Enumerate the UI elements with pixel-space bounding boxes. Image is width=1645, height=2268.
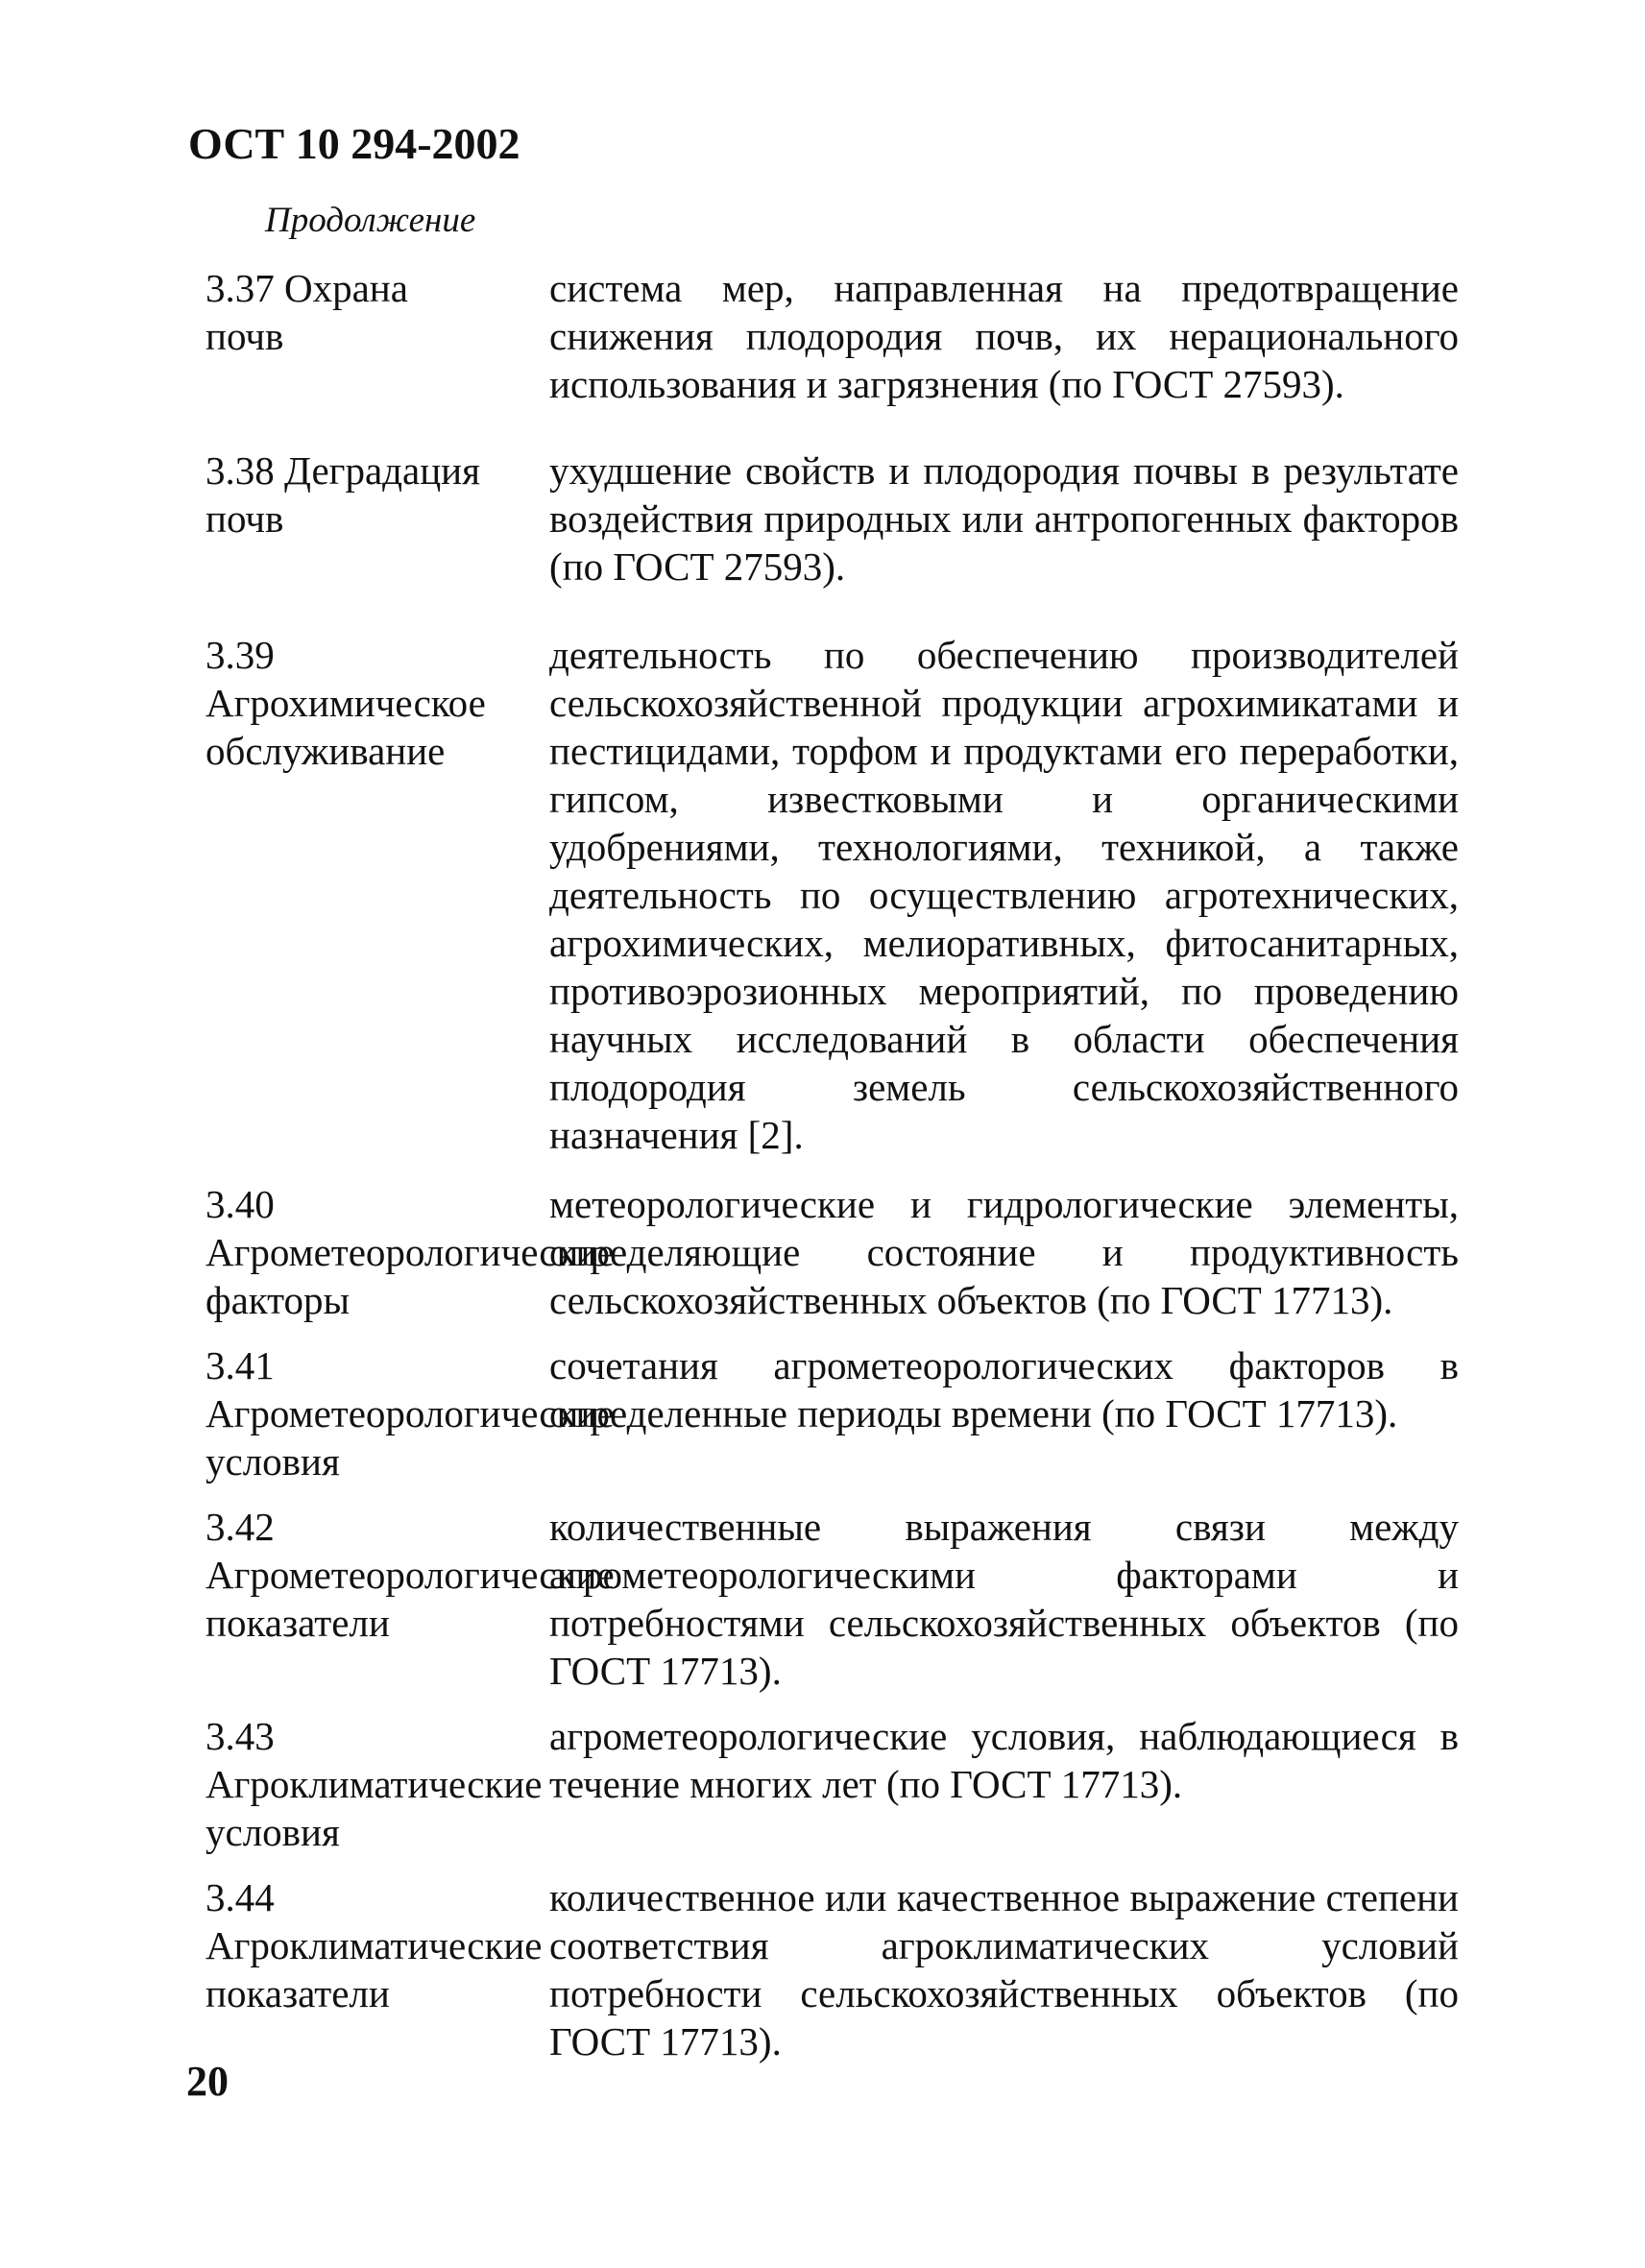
term-definition: сочетания агрометеорологических факторов в определенные периоды времени (по ГОСТ 17713). [549, 1343, 1459, 1436]
page-number: 20 [186, 2058, 229, 2105]
term-label: 3.37 Охрана почв [206, 266, 408, 358]
term-entry [206, 1341, 1459, 1485]
term-list [206, 264, 1459, 2065]
term-definition: ухудшение свойств и плодородия почвы в результате воздействия природных или антропогенных факторов (по ГОСТ 27593). [549, 448, 1459, 589]
term-entry [206, 1712, 1459, 1856]
term-label: 3.43 Агроклиматические условия [206, 1714, 543, 1854]
continuation-label: Продолжение [265, 201, 476, 240]
term-entry [206, 1873, 1459, 2065]
term-label: 3.42 Агрометеорологические показатели [206, 1505, 615, 1645]
term-label: 3.38 Деградация почв [206, 448, 480, 541]
term-entry [206, 264, 1459, 408]
term-label: 3.44 Агроклиматические показатели [206, 1875, 543, 2015]
term-definition: метеорологические и гидрологические элементы, определяющие состояние и продуктивность сельскохозяйственных объектов (по ГОСТ 17713). [549, 1182, 1459, 1322]
term-label: 3.39 Агрохимическое обслуживание [206, 633, 486, 773]
term-label: 3.41 Агрометеорологические условия [206, 1343, 615, 1484]
term-definition: деятельность по обеспечению производителей сельскохозяйственной продукции агрохимикатами и пестицидами, торфом и продуктами его переработки, гипсом, известковыми и органическими удобрениями, технологиями, техникой, а также деятельность по осуществлению агротехнических, агрохимических, мелиоративных, фитосанитарных, противоэрозионных мероприятий, по проведению научных исследований в области обеспечения плодородия земель сельскохозяйственного назначения [2]. [549, 633, 1459, 1157]
term-label: 3.40 Агрометеорологические факторы [206, 1182, 615, 1322]
document-code: ОСТ 10 294-2002 [188, 119, 520, 168]
term-definition: агрометеорологические условия, наблюдающиеся в течение многих лет (по ГОСТ 17713). [549, 1714, 1459, 1806]
term-entry [206, 1180, 1459, 1324]
term-definition: количественные выражения связи между агрометеорологическими факторами и потребностями сельскохозяйственных объектов (по ГОСТ 17713). [549, 1505, 1459, 1693]
term-entry [206, 1503, 1459, 1695]
term-definition: система мер, направленная на предотвращение снижения плодородия почв, их нерационального использования и загрязнения (по ГОСТ 27593). [549, 266, 1459, 406]
term-entry [206, 446, 1459, 591]
term-definition: количественное или качественное выражение степени соответствия агроклиматических условий потребности сельскохозяйственных объектов (по ГОСТ 17713). [549, 1875, 1459, 2063]
term-entry [206, 631, 1459, 1159]
